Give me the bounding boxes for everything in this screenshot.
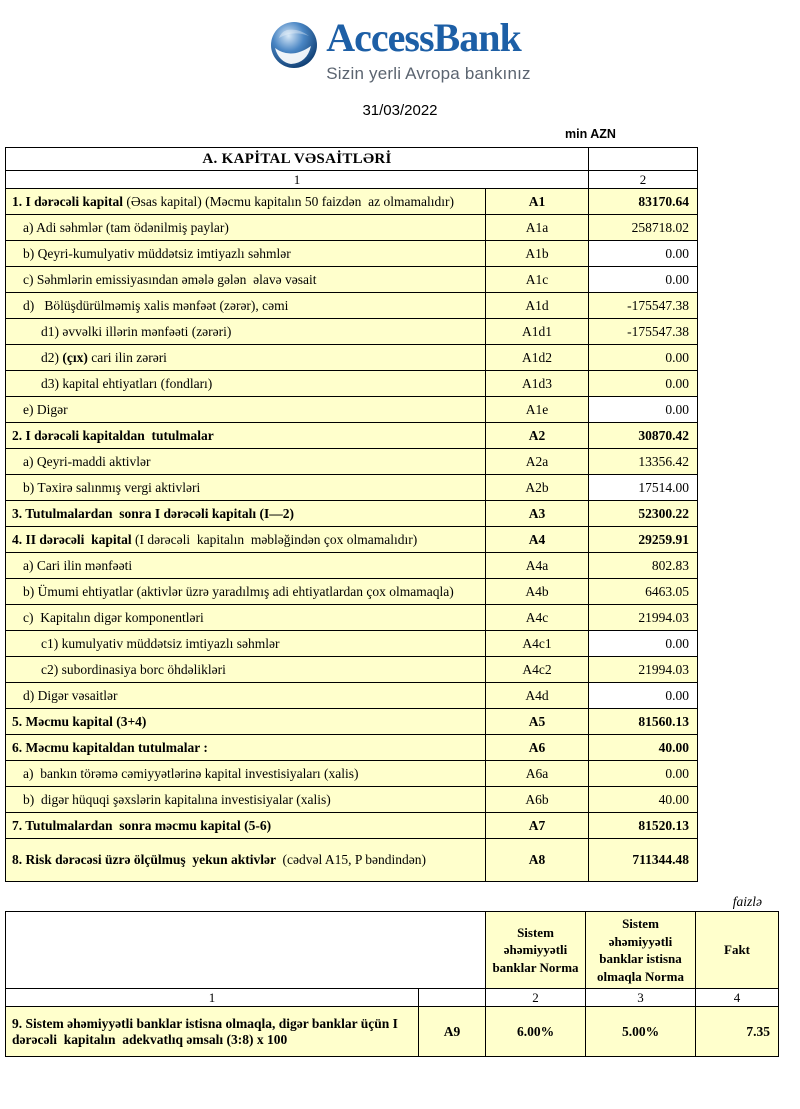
table-row [6, 475, 698, 501]
row-code: A1c [486, 267, 589, 293]
row-code: A1d2 [486, 345, 589, 371]
empty-cell [419, 989, 486, 1007]
label-segment: d) Digər vəsaitlər [23, 687, 118, 703]
percent-note: faizlə [732, 894, 762, 909]
row-value: 0.00 [589, 241, 698, 267]
row-label [6, 1007, 419, 1057]
row-code: A2a [486, 449, 589, 475]
row-label [6, 787, 486, 813]
label-segment: c) Kapitalın digər komponentləri [23, 609, 204, 625]
label-segment: 4. II dərəcəli kapital [12, 531, 135, 547]
table-row [6, 397, 698, 423]
row-code: A6 [486, 735, 589, 761]
row-label [6, 215, 486, 241]
table-row [6, 813, 698, 839]
row-code: A1d1 [486, 319, 589, 345]
row-label [6, 319, 486, 345]
table-row [6, 579, 698, 605]
row-value: 0.00 [589, 683, 698, 709]
label-segment: 8. Risk dərəcəsi üzrə ölçülmuş yekun aktivlər [12, 852, 283, 867]
label-segment: a) Cari ilin mənfəəti [23, 557, 133, 573]
ratio-column-number-3: 3 [586, 989, 696, 1007]
row-code: A1a [486, 215, 589, 241]
row-code: A8 [486, 839, 589, 882]
brand-stack [326, 15, 531, 84]
label-segment: 9. Sistem əhəmiyyətli banklar istisna olmaqla, digər banklar üçün I dərəcəli kapitalın adekvatlıq əmsalı (3:8) x 100 [12, 1015, 402, 1047]
row-value: -175547.38 [589, 293, 698, 319]
row-label [6, 423, 486, 449]
bank-tagline: Sizin yerli Avropa bankınız [326, 64, 531, 83]
table-row [6, 319, 698, 345]
row-label [6, 839, 486, 882]
table-row [6, 241, 698, 267]
row-label [6, 475, 486, 501]
row-value: 40.00 [589, 735, 698, 761]
row-code: A4c2 [486, 657, 589, 683]
label-segment: 5. Məcmu kapital (3+4) [12, 713, 147, 729]
table-row [6, 553, 698, 579]
row-code: A4a [486, 553, 589, 579]
row-value: 81520.13 [589, 813, 698, 839]
table-title: A. KAPİTAL VƏSAİTLƏRİ [6, 148, 589, 171]
table-title-row [6, 148, 698, 171]
table-row [6, 839, 698, 882]
row-value: 0.00 [589, 761, 698, 787]
table-row [6, 293, 698, 319]
label-segment: 2. I dərəcəli kapitaldan tutulmalar [12, 427, 214, 443]
row-label [6, 631, 486, 657]
table-row [6, 683, 698, 709]
label-segment: a) Adi səhmlər (tam ödənilmiş paylar) [23, 219, 229, 235]
norm-value: 5.00% [586, 1007, 696, 1057]
row-code: A2 [486, 423, 589, 449]
row-label [6, 527, 486, 553]
table-row [6, 657, 698, 683]
row-label [6, 293, 486, 319]
row-value: 40.00 [589, 787, 698, 813]
empty-cell [6, 912, 486, 989]
row-code: A3 [486, 501, 589, 527]
ratio-table [5, 911, 779, 1057]
label-segment: d3) kapital ehtiyatları (fondları) [41, 375, 213, 391]
ratio-number-row [6, 989, 779, 1007]
row-value: 711344.48 [589, 839, 698, 882]
row-code: A6b [486, 787, 589, 813]
row-label [6, 553, 486, 579]
row-code: A4d [486, 683, 589, 709]
row-label [6, 657, 486, 683]
row-label [6, 579, 486, 605]
label-segment: 1. I dərəcəli kapital [12, 193, 127, 209]
table-row [6, 215, 698, 241]
table-row [6, 527, 698, 553]
empty-cell [589, 148, 698, 171]
row-value: -175547.38 [589, 319, 698, 345]
unit-label: min AZN [565, 127, 616, 141]
table-row [6, 709, 698, 735]
row-label [6, 761, 486, 787]
row-label [6, 267, 486, 293]
row-code: A4c1 [486, 631, 589, 657]
table-row [6, 761, 698, 787]
table-row [6, 1007, 779, 1057]
row-value: 0.00 [589, 397, 698, 423]
row-value: 29259.91 [589, 527, 698, 553]
row-code: A1 [486, 189, 589, 215]
report-date: 31/03/2022 [362, 102, 438, 119]
table-row [6, 605, 698, 631]
bank-logo [0, 15, 800, 84]
table-row [6, 371, 698, 397]
row-value: 21994.03 [589, 605, 698, 631]
row-label [6, 605, 486, 631]
row-label [6, 709, 486, 735]
table-row [6, 631, 698, 657]
ratio-header-row [6, 912, 779, 989]
row-code: A1b [486, 241, 589, 267]
row-value: 17514.00 [589, 475, 698, 501]
row-label [6, 813, 486, 839]
label-segment: 7. Tutulmalardan sonra məcmu kapital (5-6) [12, 817, 272, 833]
table-row [6, 735, 698, 761]
label-segment: (çıx) [62, 349, 88, 365]
row-label [6, 397, 486, 423]
label-segment: c1) kumulyativ müddətsiz imtiyazlı səhmlər [41, 635, 280, 651]
table-row [6, 787, 698, 813]
label-segment: b) Qeyri-kumulyativ müddətsiz imtiyazlı səhmlər [23, 245, 291, 261]
accessbank-globe-icon [269, 20, 319, 75]
row-code: A9 [419, 1007, 486, 1057]
column-number-2: 2 [589, 171, 698, 189]
row-label [6, 241, 486, 267]
row-value: 13356.42 [589, 449, 698, 475]
row-value: 0.00 [589, 631, 698, 657]
bank-name: AccessBank [326, 15, 521, 60]
label-segment: cari ilin zərəri [87, 349, 167, 365]
table-row [6, 189, 698, 215]
label-segment: (cədvəl A15, P bəndindən) [282, 852, 426, 867]
ratio-column-number-4: 4 [696, 989, 779, 1007]
table-row [6, 267, 698, 293]
row-code: A4c [486, 605, 589, 631]
capital-table [5, 147, 698, 882]
ratio-header-systemic-norm: Sistem əhəmiyyətli banklar Norma [486, 912, 586, 989]
row-label [6, 735, 486, 761]
ratio-table-body [6, 1007, 779, 1057]
row-code: A7 [486, 813, 589, 839]
row-code: A2b [486, 475, 589, 501]
row-code: A1e [486, 397, 589, 423]
capital-table-body [6, 189, 698, 882]
table-row [6, 501, 698, 527]
row-value: 83170.64 [589, 189, 698, 215]
label-segment: b) Ümumi ehtiyatlar (aktivlər üzrə yaradılmış adi ehtiyatlardan çox olmamaqla) [23, 583, 454, 599]
label-segment: 6. Məcmu kapitaldan tutulmalar : [12, 739, 208, 755]
row-value: 21994.03 [589, 657, 698, 683]
label-segment: (Əsas kapital) (Məcmu kapitalın 50 faizdən az olmamalıdır) [126, 193, 455, 209]
column-number-1: 1 [6, 171, 589, 189]
ratio-header-fact: Fakt [696, 912, 779, 989]
row-value: 802.83 [589, 553, 698, 579]
row-label [6, 683, 486, 709]
label-segment: b) digər hüquqi şəxslərin kapitalına investisiyalar (xalis) [23, 791, 331, 807]
label-segment: e) Digər [23, 401, 68, 417]
table-row [6, 345, 698, 371]
label-segment: b) Təxirə salınmış vergi aktivləri [23, 479, 201, 495]
label-segment: a) bankın törəmə cəmiyyətlərinə kapital investisiyaları (xalis) [23, 765, 359, 781]
label-segment: c) Səhmlərin emissiyasından əmələ gələn əlavə vəsait [23, 271, 317, 287]
label-segment: d2) [41, 349, 63, 365]
row-code: A1d [486, 293, 589, 319]
row-value: 0.00 [589, 371, 698, 397]
row-value: 0.00 [589, 345, 698, 371]
fact-value: 7.35 [696, 1007, 779, 1057]
row-label [6, 189, 486, 215]
row-code: A1d3 [486, 371, 589, 397]
row-value: 52300.22 [589, 501, 698, 527]
label-segment: a) Qeyri-maddi aktivlər [23, 453, 151, 469]
label-segment: (I dərəcəli kapitalın məbləğindən çox olmamalıdır) [135, 531, 418, 547]
ratio-column-number-1: 1 [6, 989, 419, 1007]
row-code: A4 [486, 527, 589, 553]
table-row [6, 449, 698, 475]
row-label [6, 371, 486, 397]
row-code: A5 [486, 709, 589, 735]
row-value: 6463.05 [589, 579, 698, 605]
label-segment: 3. Tutulmalardan sonra I dərəcəli kapitalı (I—2) [12, 505, 295, 521]
row-code: A4b [486, 579, 589, 605]
row-value: 258718.02 [589, 215, 698, 241]
table-row [6, 423, 698, 449]
row-label [6, 449, 486, 475]
label-segment: d) Bölüşdürülməmiş xalis mənfəət (zərər), cəmi [23, 297, 289, 313]
label-segment: d1) əvvəlki illərin mənfəəti (zərəri) [41, 323, 232, 339]
row-value: 30870.42 [589, 423, 698, 449]
row-value: 81560.13 [589, 709, 698, 735]
bank-header [0, 15, 800, 141]
label-segment: c2) subordinasiya borc öhdəlikləri [41, 661, 226, 677]
row-label [6, 501, 486, 527]
row-value: 0.00 [589, 267, 698, 293]
column-number-row [6, 171, 698, 189]
row-code: A6a [486, 761, 589, 787]
norm-value: 6.00% [486, 1007, 586, 1057]
row-label [6, 345, 486, 371]
ratio-column-number-2: 2 [486, 989, 586, 1007]
ratio-header-nonsystemic-norm: Sistem əhəmiyyətli banklar istisna olmaqla Norma [586, 912, 696, 989]
